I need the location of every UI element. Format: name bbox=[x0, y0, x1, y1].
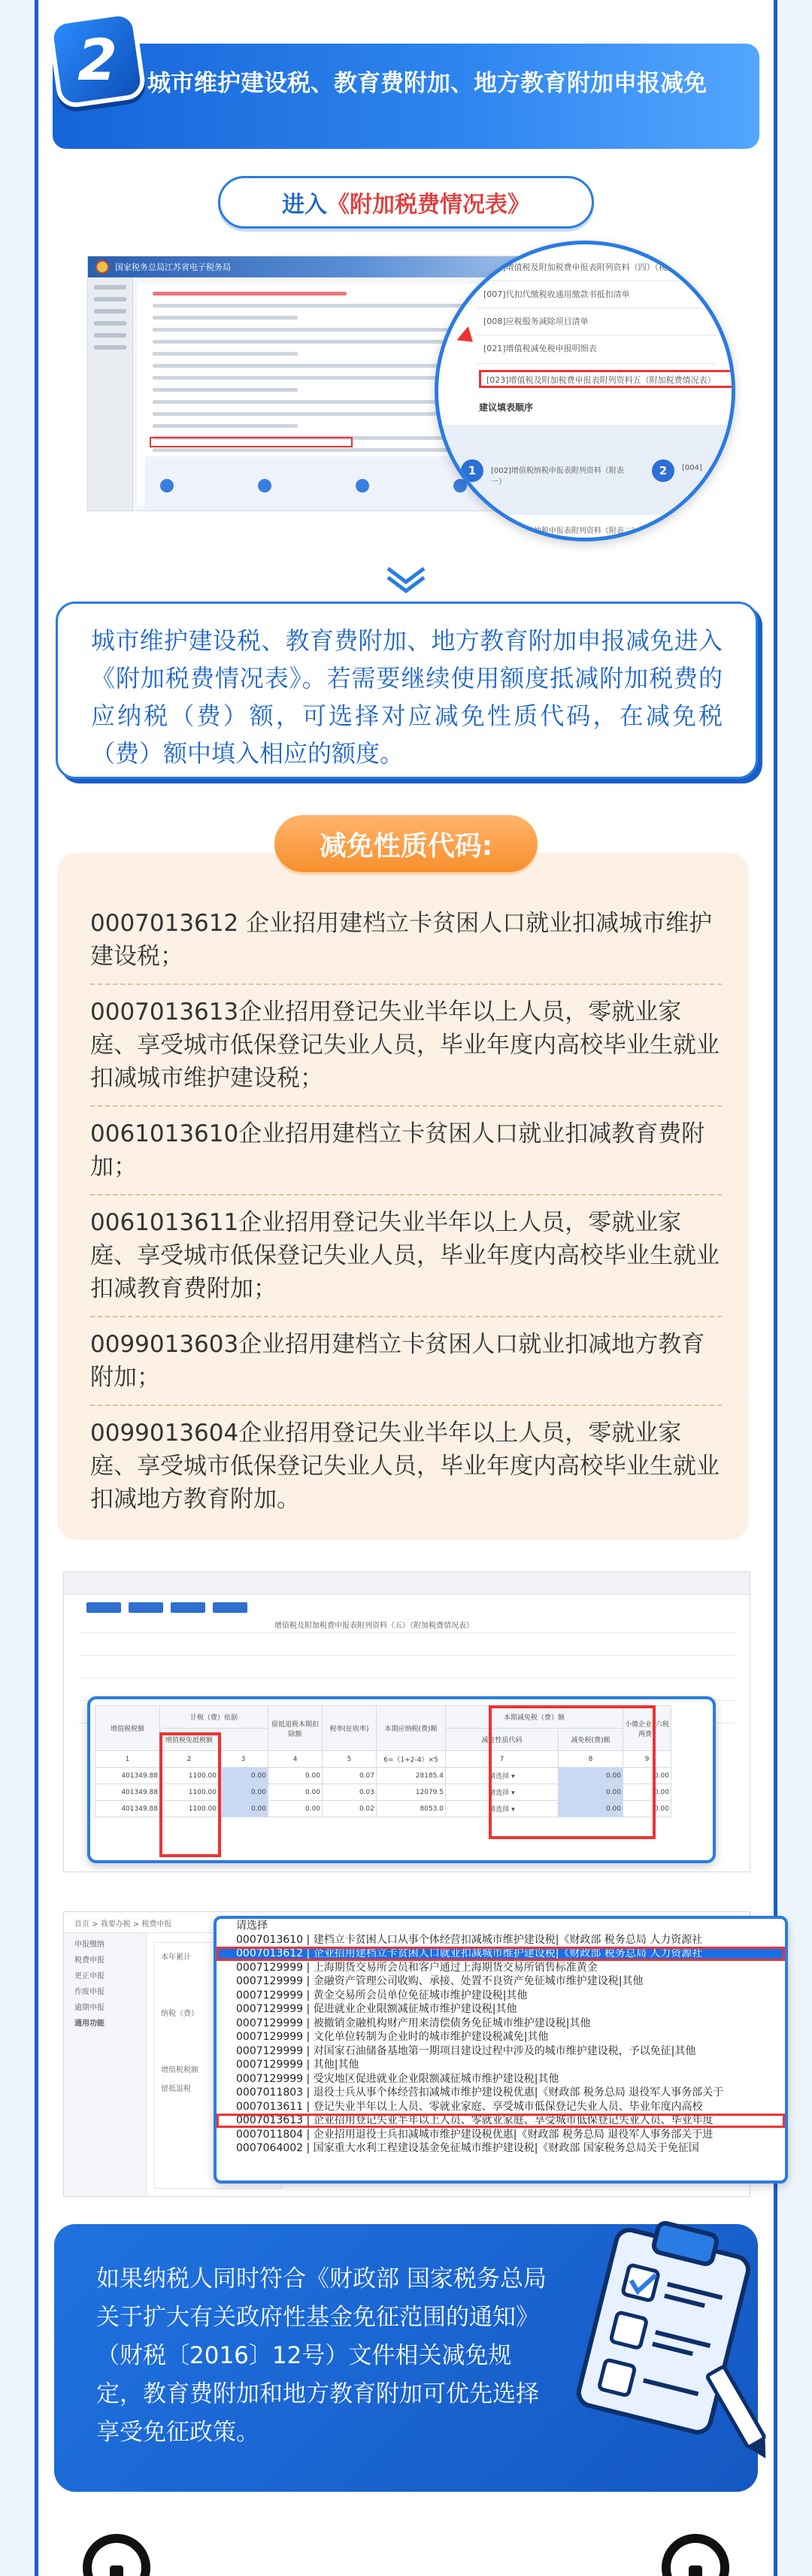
entry-prefix: 进入 bbox=[282, 192, 327, 218]
cell: 0.00 bbox=[623, 1801, 671, 1817]
step-label: [005]增值税纳税申报表附列资料（附表二） bbox=[491, 527, 639, 535]
table-header-group: 本期减免税（费）额 bbox=[446, 1706, 623, 1729]
code-select[interactable]: 请选择 ▾ bbox=[446, 1801, 559, 1817]
cell: 28185.4 bbox=[377, 1768, 446, 1784]
dropdown-option-selected[interactable]: 0007013612 | 企业招用建档立卡贫困人口就业扣减城市维护建设税|《财政部 税务总局 人力资源社 bbox=[217, 1947, 785, 1961]
section-number: 2 bbox=[77, 26, 117, 93]
cell: 0.07 bbox=[323, 1768, 377, 1784]
binder-ring-tail bbox=[689, 2565, 702, 2576]
code-select-value: 请选择 bbox=[489, 1773, 510, 1780]
code-dropdown-list[interactable] bbox=[214, 1916, 788, 2184]
portal-title: 国家税务总局江苏省电子税务局 bbox=[115, 262, 231, 272]
clipboard-icon bbox=[556, 2203, 767, 2474]
cell: 0.00 bbox=[268, 1768, 323, 1784]
dropdown-option[interactable]: 0007129999 | 其他|其他 bbox=[236, 2059, 359, 2071]
col-number: 9 bbox=[623, 1751, 671, 1768]
binder-ring-tail bbox=[110, 2565, 123, 2576]
step-circle: 2 bbox=[652, 459, 674, 482]
cell[interactable]: 0.00 bbox=[559, 1801, 623, 1817]
entry-form-name: 《附加税费情况表》 bbox=[327, 192, 530, 218]
table-header: 本期应纳税(费)额 bbox=[377, 1706, 446, 1751]
col-number: 5 bbox=[323, 1751, 377, 1768]
cell: 1100.00 bbox=[160, 1784, 219, 1801]
cell: 8053.0 bbox=[377, 1801, 446, 1817]
notice-text: 如果纳税人同时符合《财政部 国家税务总局关于扩大有关政府性基金免征范围的通知》（财税〔2016〕12号）文件相关减免规定，教育费附加和地方教育附加可优先选择享受免征政策。 bbox=[96, 2265, 547, 2446]
zoom-row-target[interactable]: [023]增值税及附加税费申报表附列资料五（附加税费情况表） bbox=[486, 375, 716, 385]
cell[interactable]: 0.00 bbox=[219, 1784, 268, 1801]
sidebar-item[interactable]: 逾期申报 bbox=[74, 2004, 105, 2012]
cell: 12079.5 bbox=[377, 1784, 446, 1801]
cell: 0.00 bbox=[268, 1784, 323, 1801]
section-number-badge bbox=[47, 9, 147, 109]
zoom-row[interactable]: [007]代扣代缴税收通用缴款书抵扣清单 bbox=[483, 289, 630, 299]
form-title: 增值税及附加税费申报表附列资料（五）（附加税费情况表） bbox=[274, 1622, 474, 1630]
step-label: [004] bbox=[682, 464, 702, 472]
cell: 1100.00 bbox=[160, 1768, 219, 1784]
dropdown-option[interactable]: 0007129999 | 对国家石油储备基地第一期项目建设过程中涉及的城市维护建设税，予以免征|其他 bbox=[236, 2044, 696, 2057]
dropdown-option[interactable]: 0007129999 | 促进就业企业限额减征城市维护建设税|其他 bbox=[236, 2003, 517, 2015]
cell[interactable]: 0.00 bbox=[559, 1784, 623, 1801]
dropdown-option[interactable]: 0007011804 | 企业招用退役士兵扣减城市维护建设税优惠|《财政部 税务总局 退役军人事务部关于进 bbox=[236, 2128, 714, 2141]
table-header bbox=[219, 1729, 268, 1751]
table-header-group: 计税（费）依据 bbox=[160, 1706, 268, 1729]
cell: 0.03 bbox=[323, 1784, 377, 1801]
col-number: 2 bbox=[160, 1751, 219, 1768]
dropdown-option[interactable]: 0007013611 | 登记失业半年以上人员、零就业家庭、享受城市低保登记失业人员、毕业年度内高校 bbox=[236, 2100, 703, 2113]
dropdown-option[interactable]: 0007129999 | 被撤销金融机构财产用来清偿债务免征城市维护建设税|其他 bbox=[236, 2017, 591, 2029]
table-header: 减免性质代码 bbox=[446, 1729, 559, 1751]
cell: 0.00 bbox=[268, 1801, 323, 1817]
col-number: 1 bbox=[95, 1751, 160, 1768]
cell: 0.02 bbox=[323, 1801, 377, 1817]
zoom-row[interactable]: [008]应税服务减除项目清单 bbox=[483, 317, 589, 326]
table-header: 留抵退税本期扣除额 bbox=[268, 1706, 323, 1751]
code-item: 0061013610企业招用建档立卡贫困人口就业扣减教育费附加； bbox=[90, 1120, 705, 1180]
dropdown-option[interactable]: 0007129999 | 文化单位转制为企业时的城市维护建设税减免|其他 bbox=[236, 2031, 549, 2043]
dropdown-option[interactable]: 0007129999 | 黄金交易所会员单位免征城市维护建设税|其他 bbox=[236, 1989, 528, 2002]
sidebar-item[interactable]: 税费申报 bbox=[74, 1956, 105, 1965]
code-item: 0007013613企业招用登记失业半年以上人员，零就业家庭、享受城市低保登记失业人员，毕业年度内高校毕业生就业扣减城市维护建设税； bbox=[90, 999, 720, 1092]
cell[interactable]: 0.00 bbox=[219, 1768, 268, 1784]
explanation-box: 城市维护建设税、教育费附加、地方教育附加申报减免进入《附加税费情况表》。若需要继续使用额度抵减附加税费的应纳税（费）额，可选择对应减免性质代码，在减免税（费）额中填入相应的额度。 bbox=[56, 602, 758, 779]
zoom-surcharge-table bbox=[87, 1696, 716, 1863]
portal-sidebar bbox=[88, 277, 133, 511]
cell[interactable]: 0.00 bbox=[559, 1768, 623, 1784]
code-select-value: 请选择 bbox=[489, 1790, 510, 1797]
col-number: 4 bbox=[268, 1751, 323, 1768]
code-select-value: 请选择 bbox=[489, 1806, 510, 1814]
code-item: 0099013604企业招用登记失业半年以上人员，零就业家庭、享受城市低保登记失业人员，毕业年度内高校毕业生就业扣减地方教育附加。 bbox=[90, 1420, 720, 1513]
zoom-row[interactable]: [021]增值税减免税申报明细表 bbox=[483, 344, 597, 353]
form-label: 增值税税额 bbox=[161, 2066, 198, 2074]
form-label: 本年累计 bbox=[161, 1953, 191, 1962]
highlight-frame bbox=[159, 1732, 221, 1857]
dropdown-option[interactable]: 0007013610 | 建档立卡贫困人口从事个体经营扣减城市维护建设税|《财政部 税务总局 人力资源社 bbox=[236, 1933, 703, 1946]
form-label: 纳税（费） bbox=[161, 2010, 198, 2018]
table-header: 增值税免抵税额 bbox=[160, 1729, 219, 1751]
highlight-frame bbox=[150, 437, 353, 447]
section-title: 城市维护建设税、教育费附加、地方教育附加申报减免 bbox=[147, 70, 707, 97]
cell[interactable]: 0.00 bbox=[219, 1801, 268, 1817]
col-number: 6=（1+2-4）×5 bbox=[377, 1751, 446, 1768]
cell: 1100.00 bbox=[160, 1801, 219, 1817]
dropdown-option[interactable]: 请选择 bbox=[236, 1920, 268, 1932]
breadcrumb: 首页 > 我要办税 > 税费申报 bbox=[64, 1912, 750, 1933]
form-label: 留抵退税 bbox=[161, 2085, 191, 2093]
codes-title: 减免性质代码: bbox=[274, 815, 538, 872]
step-label: [002]增值税纳税申报表附列资料（附表一） bbox=[491, 467, 624, 486]
sidebar-item[interactable]: 通用功能 bbox=[74, 2020, 105, 2028]
dropdown-option[interactable]: 0007129999 | 受灾地区促进就业企业限额减征城市维护建设税|其他 bbox=[236, 2072, 559, 2085]
codes-card bbox=[57, 853, 749, 1540]
dropdown-option[interactable]: 0007011803 | 退役士兵从事个体经营扣减城市维护建设税优惠|《财政部 税务总局 退役军人事务部关于 bbox=[236, 2087, 724, 2099]
red-arrow-icon bbox=[456, 326, 478, 349]
sidebar-item[interactable]: 作废申报 bbox=[74, 1988, 105, 1996]
dropdown-option[interactable]: 0007129999 | 上海期货交易所会员和客户通过上海期货交易所销售标准黄金 bbox=[236, 1961, 598, 1974]
table-header: 增值税税额 bbox=[95, 1706, 160, 1751]
step-circle: 1 bbox=[461, 459, 483, 482]
highlight-frame bbox=[489, 1705, 656, 1839]
tax-emblem-icon bbox=[95, 260, 109, 274]
table-header: 减免税(费)额 bbox=[559, 1729, 623, 1751]
col-number: 8 bbox=[559, 1751, 623, 1768]
cell: 401349.88 bbox=[95, 1784, 160, 1801]
cell: 401349.88 bbox=[95, 1801, 160, 1817]
code-select[interactable]: 请选择 ▾ bbox=[446, 1784, 559, 1801]
code-select[interactable]: 请选择 ▾ bbox=[446, 1768, 559, 1784]
zoom-magnifier bbox=[435, 241, 735, 541]
zoom-row[interactable]: [019]增值税及附加税费申报表附列资料（四）（税额抵减... bbox=[483, 262, 700, 272]
code-item: 0007013612 企业招用建档立卡贫困人口就业扣减城市维护建设税； bbox=[90, 910, 713, 970]
sidebar-item[interactable]: 申报缴纳 bbox=[74, 1941, 105, 1949]
dropdown-option[interactable]: 0007129999 | 金融资产管理公司收购、承接、处置不良资产免征城市维护建设税|其他 bbox=[236, 1975, 644, 1987]
cell: 0.00 bbox=[623, 1784, 671, 1801]
cell: 401349.88 bbox=[95, 1768, 160, 1784]
code-item: 0061013611企业招用登记失业半年以上人员，零就业家庭、享受城市低保登记失业人员，毕业年度内高校毕业生就业扣减教育费附加； bbox=[90, 1209, 720, 1302]
fill-order-heading: 建议填表顺序 bbox=[479, 402, 534, 413]
col-number: 7 bbox=[446, 1751, 559, 1768]
sidebar-item[interactable]: 更正申报 bbox=[74, 1972, 105, 1980]
cell: 0.00 bbox=[623, 1768, 671, 1784]
table-header: 税率(征收率) bbox=[323, 1706, 377, 1751]
col-number: 3 bbox=[219, 1751, 268, 1768]
dropdown-option[interactable]: 0007013613 | 企业招用登记失业半年以上人员、零就业家庭、享受城市低保登记失业人员、毕业年度 bbox=[217, 2114, 785, 2128]
entry-pill bbox=[218, 176, 594, 229]
code-item: 0099013603企业招用建档立卡贫困人口就业扣减地方教育附加； bbox=[90, 1331, 705, 1391]
chevron-down-icon bbox=[383, 565, 429, 596]
table-header: 小微企业“六税两费” bbox=[623, 1706, 671, 1751]
dropdown-option[interactable]: 0007064002 | 国家重大水利工程建设基金免征城市维护建设税|《财政部 国家税务总局关于免征国 bbox=[236, 2142, 699, 2154]
portal-sidebar bbox=[64, 1933, 147, 2196]
